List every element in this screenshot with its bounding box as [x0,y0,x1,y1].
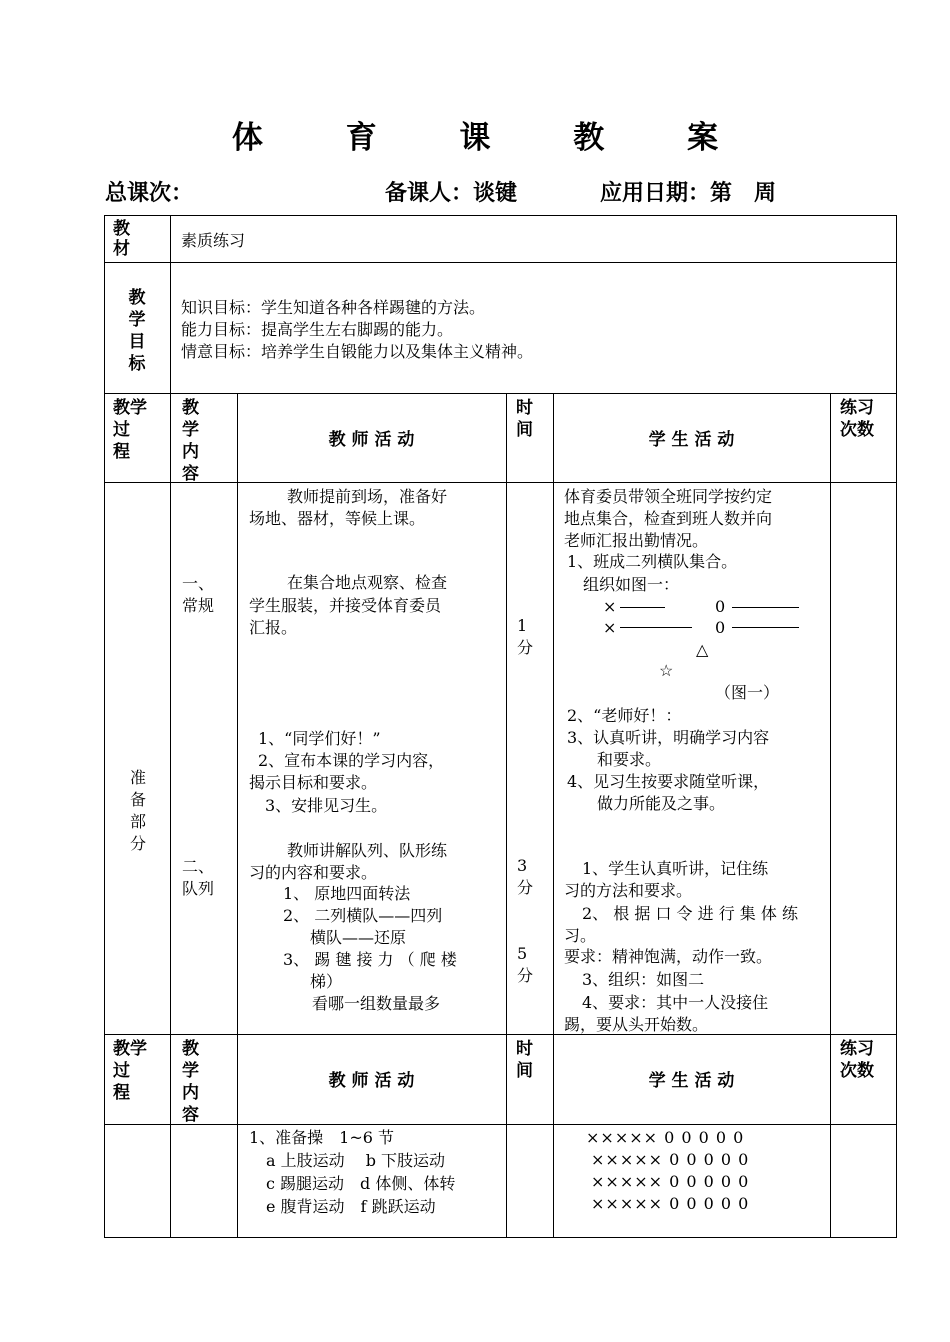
goal-knowledge: 知识目标：学生知道各种各样踢毽的方法。 [181,298,486,317]
star-marker: ☆ [659,661,674,680]
goal-ability: 能力目标：提高学生左右脚踢的能力。 [181,320,454,339]
teacher-line: 1、“同学们好！” [258,729,381,748]
header-student-activity: 学 生 活 动 [648,430,735,450]
warmup-line: c 踢腿运动 d 体侧、体转 [266,1174,456,1193]
student-line: 1、学生认真听讲，记住练 [582,859,769,878]
formation-circle: 0 [715,597,726,616]
teacher-line: 场地、器材，等候上课。 [249,509,426,528]
formation-line [620,607,665,608]
table-line [830,393,831,1238]
materials-label-1: 教 [113,219,130,239]
teacher-line: 横队——还原 [310,928,407,947]
table-line [104,262,897,263]
header-teacher-activity: 教 师 活 动 [328,1071,415,1091]
teacher-position-triangle: △ [696,640,709,659]
teacher-line: 3、 踢 毽 接 力 （ 爬 楼 [283,950,457,969]
table-line [104,1237,897,1238]
table-line [104,1034,897,1035]
student-line: 踢，要从头开始数。 [564,1015,709,1034]
time-formation: 3 分 [517,856,534,897]
time-relay: 5 分 [517,944,534,985]
header-teacher-activity: 教 师 活 动 [328,430,415,450]
table-line [237,393,238,1238]
header-content: 教 学 内 容 [182,1039,199,1125]
formation-cross: × [603,597,617,616]
formation-circle: 0 [715,618,726,637]
prep-process-label: 准 备 部 分 [129,768,146,853]
student-line: 地点集合，检查到班人数并向 [564,509,773,528]
goal-affective: 情意目标：培养学生自锻能力以及集体主义精神。 [181,342,534,361]
header-student-activity: 学 生 活 动 [648,1071,735,1091]
materials-value: 素质练习 [181,231,246,250]
formation-row: ××××× 0 0 0 0 0 [586,1128,745,1147]
student-line: 老师汇报出勤情况。 [564,531,709,550]
student-line: 和要求。 [597,750,662,769]
header-time: 时 间 [516,1039,533,1081]
teacher-line: 习的内容和要求。 [249,863,378,882]
table-line [104,1124,897,1125]
preparer: 备课人：谈键 [385,180,518,206]
table-line [104,393,897,394]
teacher-line: 2、 二列横队——四列 [283,906,443,925]
student-line: 习的方法和要求。 [564,881,693,900]
student-line: 1、班成二列横队集合。 [567,552,738,571]
header-process: 教学 过 程 [113,1039,147,1103]
formation-row: ××××× 0 0 0 0 0 [591,1194,750,1213]
table-line [104,215,897,216]
table-line [170,215,171,1238]
header-process: 教学 过 程 [113,398,147,462]
table-line [506,393,507,1238]
formation-cross: × [603,618,617,637]
teacher-line: 揭示目标和要求。 [249,773,378,792]
header-practice-count: 练习 次数 [840,1039,874,1081]
header-time: 时 间 [516,398,533,440]
formation-row: ××××× 0 0 0 0 0 [591,1172,750,1191]
teacher-line: 2、宣布本课的学习内容， [258,751,445,770]
teacher-line: 3、安排见习生。 [265,796,388,815]
header-content: 教 学 内 容 [182,398,199,484]
formation-line [620,627,692,628]
teacher-line: 1、 原地四面转法 [283,884,411,903]
student-line: 要求：精神饱满，动作一致。 [564,947,773,966]
total-lessons-label: 总课次： [105,180,194,206]
formation-line [732,607,799,608]
teacher-line: 梯） [310,972,343,991]
figure-1-caption: （图一） [715,683,780,702]
teacher-line: 教师讲解队列、队形练 [287,841,448,860]
materials-label-2: 材 [113,239,130,259]
table-line [896,215,897,1238]
teacher-line: 在集合地点观察、检查 [287,573,448,592]
student-line: 3、认真听讲，明确学习内容 [567,728,770,747]
student-line: 2、“老师好！： [567,706,682,725]
teacher-line: 汇报。 [249,618,298,637]
table-line [553,393,554,1238]
student-line: 做力所能及之事。 [597,794,726,813]
time-routine: 1 分 [517,616,534,657]
student-line: 体育委员带领全班同学按约定 [564,487,773,506]
student-line: 4、见习生按要求随堂听课， [567,772,770,791]
warmup-line: e 腹背运动 f 跳跃运动 [266,1197,436,1216]
student-line: 习。 [564,926,597,945]
student-line: 3、组织：如图二 [582,970,705,989]
teacher-line: 教师提前到场，准备好 [287,487,448,506]
content-formation: 二、 队列 [182,857,215,898]
content-routine: 一、 常规 [182,574,215,615]
formation-row: ××××× 0 0 0 0 0 [591,1150,750,1169]
table-line [104,482,897,483]
apply-date: 应用日期：第 周 [600,180,777,206]
student-line: 4、要求：其中一人没接住 [582,993,769,1012]
student-line: 组织如图一： [583,575,680,594]
header-practice-count: 练习 次数 [840,398,874,440]
teacher-line: 看哪一组数量最多 [312,994,441,1013]
table-line [104,215,105,1238]
teacher-line: 学生服装，并接受体育委员 [249,596,442,615]
student-line: 2、 根 据 口 令 进 行 集 体 练 [582,904,798,923]
goals-label: 教 学 目 标 [128,288,146,374]
formation-line [732,627,799,628]
page-title: 体 育 课 教 案 [231,120,755,156]
warmup-line: a 上肢运动 b 下肢运动 [266,1151,446,1170]
warmup-title: 1、准备操 1~6 节 [249,1128,395,1147]
